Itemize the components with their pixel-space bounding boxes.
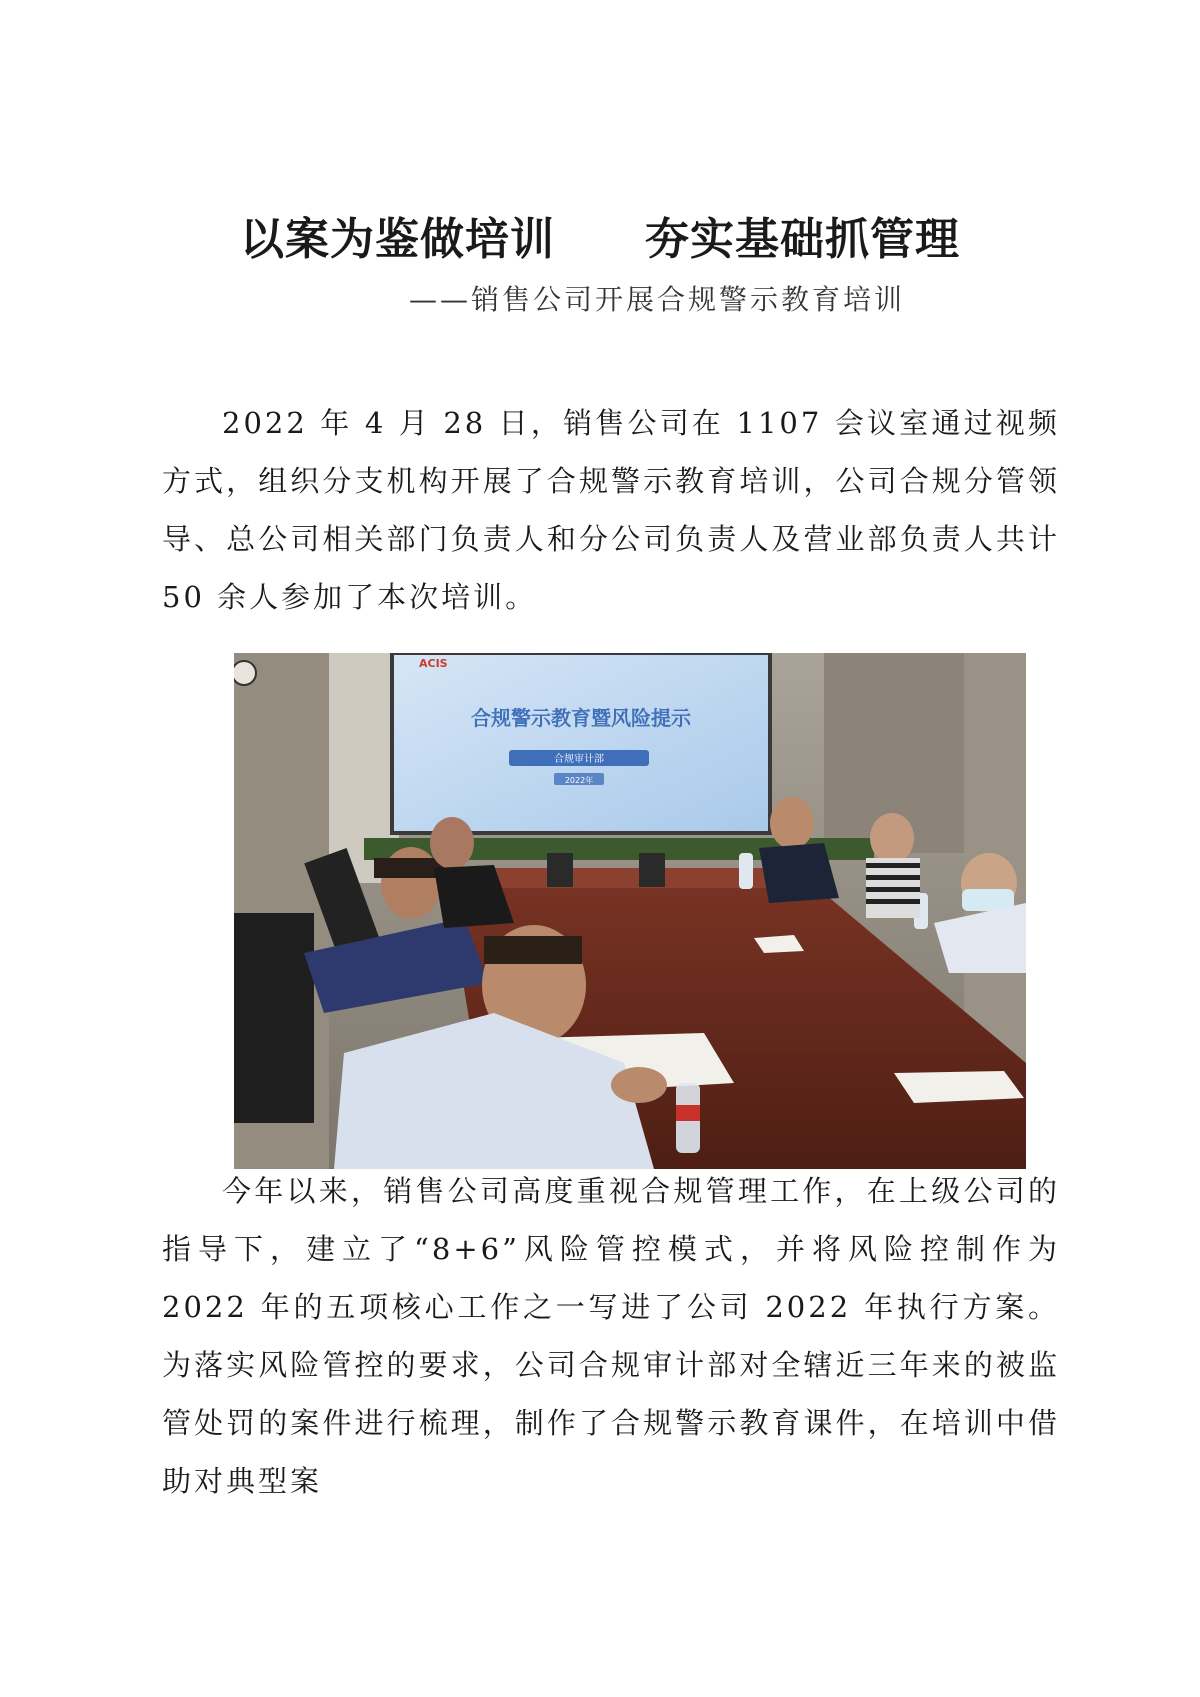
screen-year-text: 2022年 [564, 776, 594, 785]
screen-logo-text: ACIS [419, 657, 448, 670]
title-part-1: 以案为鉴做培训 [240, 214, 555, 265]
screen-dept-text: 合规审计部 [554, 754, 604, 765]
screen-title-text: 合规警示教育暨风险提示 [471, 706, 691, 730]
document-subtitle: ——销售公司开展合规警示教育培训 [408, 283, 905, 316]
paragraph-1: 2022 年 4 月 28 日，销售公司在 1107 会议室通过视频方式，组织分支机构开展了合规警示教育培训，公司合规分管领导、总公司相关部门负责人和分公司负责人及营业部负责人共计 50 余人参加了本次培训。 [162, 406, 1060, 614]
paragraph-2: 今年以来，销售公司高度重视合规管理工作，在上级公司的指导下，建立了“8+6”风险管控模式，并将风险控制作为 2022 年的五项核心工作之一写进了公司 2022 年执行方案。为落实风险管控的要求，公司合规审计部对全辖近三年来的被监管处罚的案件进行梳理，制作了合规警示教育课件，在培训中借助对典型案 [162, 1174, 1060, 1498]
document-title [0, 210, 1200, 270]
title-part-2: 夯实基础抓管理 [645, 214, 960, 265]
meeting-photo-illustration [234, 653, 1026, 1169]
meeting-photo [234, 653, 1026, 1169]
